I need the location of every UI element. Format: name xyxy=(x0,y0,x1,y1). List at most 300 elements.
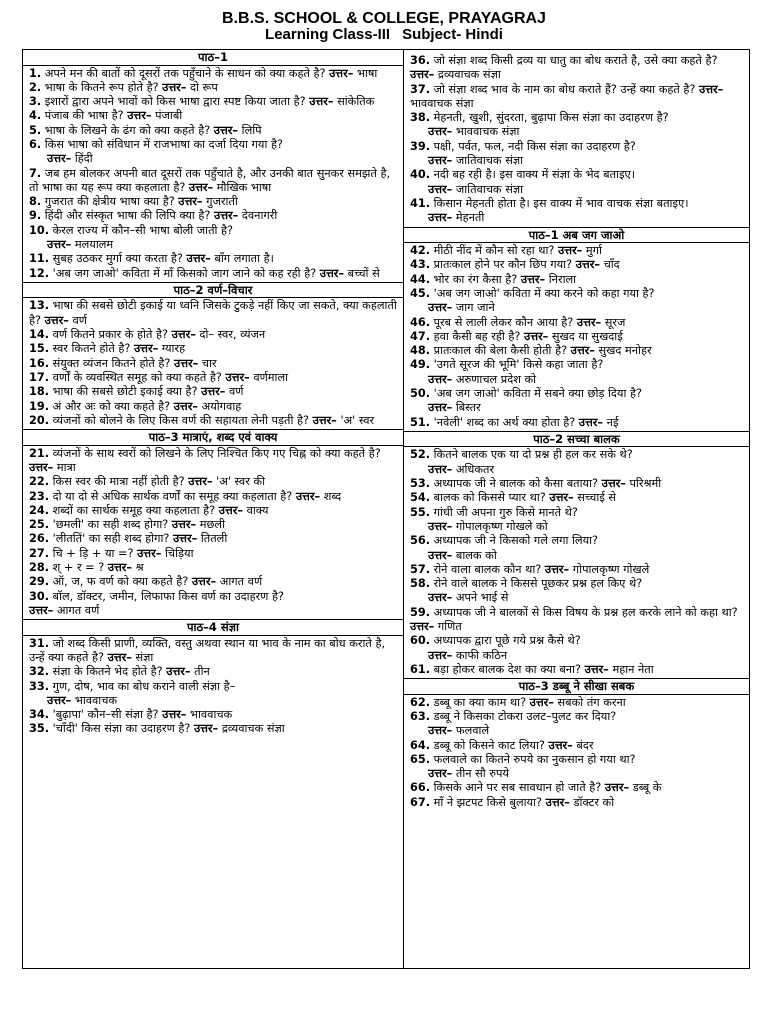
question-text: अध्यापक द्वारा पूछे गये प्रश्न कैसे थे? xyxy=(433,634,581,648)
answer-text: ग्यारह xyxy=(161,342,186,356)
question-item xyxy=(29,590,397,604)
answer-line xyxy=(29,604,397,618)
section-heading: पाठ–1 xyxy=(23,50,403,66)
question-number: 63. xyxy=(410,709,431,723)
question-item xyxy=(410,197,743,211)
answer-text: मात्रा xyxy=(56,460,76,474)
answer-label: उत्तर– xyxy=(428,724,453,738)
question-item xyxy=(29,224,397,238)
question-item xyxy=(29,95,397,109)
answer-text: गोपालकृष्ण गोखले को xyxy=(455,519,548,533)
question-item xyxy=(29,547,397,561)
question-text: चि + ड़ि + या =? xyxy=(52,546,134,560)
question-item xyxy=(410,781,743,795)
question-item xyxy=(29,561,397,575)
question-number: 18. xyxy=(29,385,50,399)
question-text: दो या दो से अधिक सार्थक वर्णों का समूह क्या कहलाता है? xyxy=(52,489,293,503)
question-item xyxy=(29,518,397,532)
answer-text: चार xyxy=(201,356,217,370)
question-number: 57. xyxy=(410,562,431,576)
answer-text: बच्चों से xyxy=(347,266,380,280)
question-text: 'अब जग जाओ' कविता में सबने क्या छोड़ दिया है? xyxy=(433,387,642,401)
question-number: 21. xyxy=(29,446,50,460)
answer-line xyxy=(29,152,397,166)
question-item xyxy=(410,244,743,258)
answer-label: उत्तर– xyxy=(188,475,213,489)
answer-label: उत्तर– xyxy=(428,154,453,168)
answer-label: उत्तर– xyxy=(214,209,239,223)
question-number: 62. xyxy=(410,695,431,709)
answer-text: सुखद या सुखदाई xyxy=(551,329,623,343)
question-number: 15. xyxy=(29,342,50,356)
question-item xyxy=(29,109,397,123)
question-text: हिंदी और संस्कृत भाषा की लिपि क्या है? xyxy=(44,209,211,223)
question-text: किस भाषा को संविधान में राजभाषा का दर्जा दिया गया है? xyxy=(44,137,283,151)
answer-label: उत्तर– xyxy=(47,693,72,707)
question-item xyxy=(410,534,743,548)
answer-text: दो रूप xyxy=(190,80,218,94)
answer-text: निराला xyxy=(548,272,577,286)
question-text: किस स्वर की मात्रा नहीं होती है? xyxy=(52,475,185,489)
question-number: 59. xyxy=(410,605,431,619)
question-number: 10. xyxy=(29,223,50,237)
question-number: 3. xyxy=(29,95,42,109)
answer-line xyxy=(410,68,743,82)
question-text: 'छमली' का सही शब्द होगा? xyxy=(52,518,169,532)
answer-line xyxy=(410,154,743,168)
answer-line xyxy=(410,549,743,563)
question-number: 19. xyxy=(29,399,50,413)
answer-text: गोपालकृष्ण गोखले xyxy=(572,562,650,576)
answer-text: बालक को xyxy=(455,548,497,562)
answer-label: उत्तर– xyxy=(186,252,211,266)
answer-label: उत्तर– xyxy=(193,722,219,736)
question-text: अपने मन की बातों को दूसरों तक पहुँचाने के साधन को क्या कहते है? xyxy=(44,66,326,80)
question-item xyxy=(29,722,397,736)
answer-line xyxy=(410,373,743,387)
question-item xyxy=(29,504,397,518)
question-text: जब हम बोलकर अपनी बात दूसरों तक पहुँचाते है, और उनकी बात सुनकर समझते है, तो भाषा का यह रूप क्या कहलाता है? xyxy=(29,166,391,194)
class-subject-line xyxy=(0,27,768,43)
answer-label: उत्तर– xyxy=(529,695,554,709)
question-number: 5. xyxy=(29,123,42,137)
question-item xyxy=(410,634,743,648)
question-text: डब्बू ने किसका टोकरा उलट–पुलट कर दिया? xyxy=(433,709,617,723)
answer-text: वाक्य xyxy=(246,503,269,517)
answer-label: उत्तर– xyxy=(162,708,187,722)
question-number: 40. xyxy=(410,168,431,182)
question-item xyxy=(410,448,743,462)
question-number: 31. xyxy=(29,636,50,650)
question-text: संज्ञा के कितने भेद होते है? xyxy=(52,665,163,679)
question-text: 'लीततिं' का सही शब्द होगा? xyxy=(52,532,170,546)
question-text: अं और अः को क्या कहते है? xyxy=(52,399,171,413)
answer-text: मछली xyxy=(199,518,225,532)
question-item xyxy=(410,83,743,112)
answer-text: सूरज xyxy=(604,315,626,329)
answer-text: बिस्तर xyxy=(455,401,481,415)
question-item xyxy=(29,475,397,489)
question-text: 'नवेली' शब्द का अर्थ क्या होता है? xyxy=(433,415,576,429)
question-number: 60. xyxy=(410,634,431,648)
answer-text: डॉक्टर को xyxy=(573,795,615,809)
question-item xyxy=(29,209,397,223)
left-column xyxy=(23,50,404,968)
answer-label: उत्तर– xyxy=(428,767,453,781)
question-item xyxy=(29,400,397,414)
question-number: 44. xyxy=(410,272,431,286)
answer-label: उत्तर– xyxy=(172,532,198,546)
question-item xyxy=(29,665,397,679)
answer-label: उत्तर– xyxy=(174,356,199,370)
question-text: प्रातःकाल होने पर कौन छिप गया? xyxy=(433,258,573,272)
question-item xyxy=(29,357,397,371)
answer-label: उत्तर– xyxy=(319,266,345,280)
question-item xyxy=(410,577,743,591)
question-item xyxy=(410,258,743,272)
answer-text: पंजाबी xyxy=(155,109,183,123)
question-text: जो शब्द किसी प्राणी, व्यक्ति, वस्तु अथवा स्थान या भाव के नाम का बोध कराते है, उन्हें क्या कहते है? xyxy=(29,636,386,664)
question-text: कितने बालक एक या दो प्रश्न ही हल कर सके थे? xyxy=(433,448,633,462)
question-text: हवा कैसी बह रही है? xyxy=(433,329,521,343)
question-text: डब्बू को किसने काट लिया? xyxy=(433,738,545,752)
answer-label: उत्तर– xyxy=(410,619,435,633)
answer-label: उत्तर– xyxy=(428,462,453,476)
question-number: 28. xyxy=(29,561,50,574)
answer-text: अपने भाई से xyxy=(455,591,509,605)
question-number: 30. xyxy=(29,589,50,603)
answer-label: उत्तर– xyxy=(544,562,570,576)
question-item xyxy=(410,753,743,767)
document-header xyxy=(0,10,768,43)
question-number: 55. xyxy=(410,505,431,519)
answer-line xyxy=(410,520,743,534)
answer-text: 'अ' स्वर xyxy=(340,413,375,427)
question-number: 14. xyxy=(29,328,50,342)
question-text: व्यंजनों के साथ स्वरों को लिखने के लिए निश्चित किए गए चिह्न को क्या कहते है? xyxy=(52,446,381,460)
question-number: 53. xyxy=(410,477,431,491)
answer-label: उत्तर– xyxy=(166,665,191,679)
answer-label: उत्तर– xyxy=(558,244,583,258)
question-number: 17. xyxy=(29,370,50,384)
question-text: रोने वाले बालक ने किससे पूछकर प्रश्न हल किए थे? xyxy=(433,577,643,591)
class-label: Learning Class-III xyxy=(265,26,391,43)
question-number: 46. xyxy=(410,315,431,329)
question-number: 52. xyxy=(410,448,431,462)
answer-text: दो– स्वर, व्यंजन xyxy=(199,328,266,342)
answer-label: उत्तर– xyxy=(137,546,162,560)
answer-text: फलवाले xyxy=(455,724,490,738)
question-number: 20. xyxy=(29,413,50,427)
section-heading: पाठ–2 सच्चा बालक xyxy=(404,431,749,448)
question-number: 1. xyxy=(29,66,42,80)
question-text: अध्यापक जी ने बालकों से किस विषय के प्रश्न हल करके लाने को कहा था? xyxy=(433,605,738,619)
question-item xyxy=(29,371,397,385)
section-heading: पाठ–1 अब जग जाओ xyxy=(404,227,749,244)
question-number: 66. xyxy=(410,781,431,795)
answer-text: द्रव्यवाचक संज्ञा xyxy=(221,722,285,736)
question-number: 2. xyxy=(29,80,42,94)
answer-label: उत्तर– xyxy=(428,372,453,386)
answer-line xyxy=(410,591,743,605)
question-item xyxy=(410,416,743,430)
question-item xyxy=(410,563,743,577)
answer-line xyxy=(29,694,397,708)
question-text: पक्षी, पर्वत, फल, नदी किस संज्ञा का उदाहरण है? xyxy=(433,139,636,153)
question-number: 34. xyxy=(29,708,50,722)
question-item xyxy=(410,168,743,182)
answer-text: परिश्रमी xyxy=(629,477,662,491)
answer-label: उत्तर– xyxy=(548,738,573,752)
answer-line xyxy=(410,301,743,315)
answer-label: उत्तर– xyxy=(428,125,453,139)
answer-line xyxy=(29,238,397,252)
question-text: बालक को किससे प्यार था? xyxy=(433,491,546,505)
answer-text: मलयालम xyxy=(74,238,114,252)
question-number: 6. xyxy=(29,137,42,151)
answer-label: उत्तर– xyxy=(191,575,217,589)
question-number: 9. xyxy=(29,209,42,223)
question-number: 54. xyxy=(410,491,431,505)
answer-text: तीन xyxy=(194,665,210,679)
section-heading: पाठ–3 मात्राएं, शब्द एवं वाक्य xyxy=(23,429,403,446)
answer-label: उत्तर– xyxy=(173,399,198,413)
answer-text: गणित xyxy=(437,619,462,633)
answer-label: उत्तर– xyxy=(44,313,69,327)
question-text: किसके आने पर सब सावधान हो जाते है? xyxy=(433,781,602,795)
answer-line xyxy=(410,463,743,477)
question-number: 26. xyxy=(29,532,50,546)
question-item xyxy=(29,532,397,546)
answer-label: उत्तर– xyxy=(604,781,630,795)
answer-label: उत्तर– xyxy=(47,238,72,252)
question-item xyxy=(410,273,743,287)
answer-text: सबको तंग करना xyxy=(557,695,626,709)
answer-label: उत्तर– xyxy=(218,503,243,517)
answer-text: संज्ञा xyxy=(135,650,154,664)
answer-text: अयोगवाह xyxy=(201,399,242,413)
question-item xyxy=(29,328,397,342)
answer-label: उत्तर– xyxy=(171,518,197,532)
answer-text: भाववाचक xyxy=(74,693,118,707)
section-heading: पाठ–3 डब्बू ने सीखा सबक xyxy=(404,678,749,695)
question-text: भोर का रंग कैसा है? xyxy=(433,272,518,286)
question-number: 50. xyxy=(410,387,431,401)
question-text: संयुक्त व्यंजन कितने होते है? xyxy=(52,356,171,370)
question-item xyxy=(29,167,397,196)
question-item xyxy=(410,111,743,125)
question-item xyxy=(29,252,397,266)
question-text: माँ ने झटपट किसे बुलाया? xyxy=(433,795,543,809)
question-number: 35. xyxy=(29,722,50,736)
question-item xyxy=(410,491,743,505)
question-number: 61. xyxy=(410,662,431,676)
question-item xyxy=(410,606,743,635)
question-item xyxy=(29,680,397,694)
answer-label: उत्तर– xyxy=(312,413,337,427)
question-text: 'अब जग जाओ' कविता में माँ किसको जाग जाने को कह रही है? xyxy=(52,266,317,280)
question-text: मेहनती, खुशी, सुंदरता, बुढ़ापा किस संज्ञा का उदाहरण है? xyxy=(433,111,669,125)
question-number: 39. xyxy=(410,139,431,153)
question-number: 47. xyxy=(410,329,431,343)
question-item xyxy=(410,330,743,344)
answer-text: जातिवाचक संज्ञा xyxy=(455,154,524,168)
question-text: सुबह उठकर मुर्गा क्या करता है? xyxy=(52,252,183,266)
answer-label: उत्तर– xyxy=(428,519,453,533)
answer-label: उत्तर– xyxy=(570,344,595,358)
question-item xyxy=(29,575,397,589)
question-number: 13. xyxy=(29,299,50,313)
question-text: किसान मेहनती होता है। इस वाक्य में भाव वाचक संज्ञा बताइए। xyxy=(433,196,689,210)
question-number: 4. xyxy=(29,109,42,123)
question-number: 56. xyxy=(410,534,431,548)
question-number: 43. xyxy=(410,258,431,272)
question-item xyxy=(410,710,743,724)
answer-text: वर्ण xyxy=(228,385,244,399)
answer-label: उत्तर– xyxy=(162,80,187,94)
answer-text: तितली xyxy=(200,532,228,546)
answer-text: देवनागरी xyxy=(241,209,278,223)
question-item xyxy=(410,140,743,154)
question-item xyxy=(410,358,743,372)
question-number: 51. xyxy=(410,415,431,429)
question-number: 16. xyxy=(29,356,50,370)
question-item xyxy=(410,796,743,810)
question-item xyxy=(29,447,397,476)
answer-text: भाववाचक संज्ञा xyxy=(455,125,520,139)
answer-label: उत्तर– xyxy=(47,152,72,166)
question-text: गुजरात की क्षेत्रीय भाषा क्या है? xyxy=(44,195,175,209)
answer-text: नई xyxy=(606,415,619,429)
question-text: बॉल, डॉक्टर, जमीन, लिफाफा किस वर्ण का उदाहरण है? xyxy=(52,589,284,603)
question-text: शब्दों का सार्थक समूह क्या कहलाता है? xyxy=(52,503,216,517)
answer-label: उत्तर– xyxy=(601,477,626,491)
answer-text: द्रव्यवाचक संज्ञा xyxy=(437,68,501,82)
answer-label: उत्तर– xyxy=(410,68,435,82)
question-number: 49. xyxy=(410,358,431,372)
question-item xyxy=(29,414,397,428)
question-text: प्रातःकाल की बेला कैसी होती है? xyxy=(433,344,568,358)
question-item xyxy=(410,663,743,677)
answer-line xyxy=(410,401,743,415)
answer-label: उत्तर– xyxy=(127,109,152,123)
answer-label: उत्तर– xyxy=(428,648,453,662)
question-number: 42. xyxy=(410,244,431,258)
question-number: 64. xyxy=(410,738,431,752)
question-text: बड़ा होकर बालक देश का क्या बना? xyxy=(433,662,581,676)
answer-label: उत्तर– xyxy=(133,342,159,356)
question-sheet xyxy=(22,49,750,969)
question-text: जो संज्ञा शब्द किसी द्रव्य या धातु का बोध कराते है, उसे क्या कहते है? xyxy=(433,54,718,67)
answer-text: श्र xyxy=(135,561,144,574)
question-text: नदी बह रही है। इस वाक्य में संज्ञा के भेद बताइए। xyxy=(433,168,636,182)
question-text: भाषा के कितने रूप होते है? xyxy=(44,80,159,94)
question-text: पंजाब की भाषा है? xyxy=(44,109,124,123)
section-heading: पाठ–4 संज्ञा xyxy=(23,619,403,636)
question-text: पूरब से लाली लेकर कौन आया है? xyxy=(433,315,574,329)
answer-label: उत्तर– xyxy=(428,591,453,605)
right-column xyxy=(404,50,749,968)
answer-label: उत्तर– xyxy=(549,491,574,505)
answer-text: आगत वर्ण xyxy=(56,603,100,617)
question-text: गुण, दोष, भाव का बोध कराने वाली संज्ञा है– xyxy=(52,679,236,693)
answer-label: उत्तर– xyxy=(213,123,239,137)
question-item xyxy=(410,477,743,491)
answer-text: मेहनती xyxy=(455,211,485,225)
answer-text: भाषा xyxy=(356,66,378,80)
answer-text: भाववाचक xyxy=(190,708,233,722)
answer-text: काफी कठिन xyxy=(455,648,508,662)
question-text: स्वर कितने होते है? xyxy=(52,342,131,356)
answer-text: डब्बू के xyxy=(632,781,662,795)
question-text: व्यंजनों को बोलने के लिए किस वर्ण की सहायता लेनी पड़ती है? xyxy=(52,413,309,427)
question-text: भाषा की सबसे छोटी इकाई या ध्वनि जिसके टुकड़े नहीं किए जा सकते, क्या कहलाती है? xyxy=(29,299,397,327)
answer-text: मौखिक भाषा xyxy=(216,180,272,194)
answer-text: हिंदी xyxy=(74,152,93,166)
question-item xyxy=(410,54,743,68)
question-text: वर्ण कितने प्रकार के होते है? xyxy=(52,328,169,342)
answer-label: उत्तर– xyxy=(225,370,250,384)
answer-line xyxy=(410,724,743,738)
answer-line xyxy=(410,767,743,781)
answer-label: उत्तर– xyxy=(575,258,600,272)
answer-label: उत्तर– xyxy=(329,66,354,80)
question-number: 48. xyxy=(410,344,431,358)
question-item xyxy=(29,267,397,281)
question-text: 'अब जग जाओ' कविता में क्या करने को कहा गया है? xyxy=(433,286,655,300)
question-text: रोने वाला बालक कौन था? xyxy=(433,562,542,576)
question-item xyxy=(29,342,397,356)
question-number: 32. xyxy=(29,665,50,679)
question-item xyxy=(410,344,743,358)
question-number: 36. xyxy=(410,54,431,67)
answer-label: उत्तर– xyxy=(545,795,570,809)
question-text: भाषा के लिखने के ढंग को क्या कहते है? xyxy=(44,123,211,137)
question-item xyxy=(410,506,743,520)
question-text: जो संज्ञा शब्द भाव के नाम का बोध कराते हैं? उन्हें क्या कहते है? xyxy=(433,82,696,96)
answer-text: मुर्गा xyxy=(585,244,602,258)
question-text: गांधी जी अपना गुरु किसे मानते थे? xyxy=(433,505,578,519)
question-number: 33. xyxy=(29,679,50,693)
question-text: 'बुढ़ापा' कौन–सी संज्ञा है? xyxy=(52,708,159,722)
answer-label: उत्तर– xyxy=(107,650,132,664)
question-text: अध्यापक जी ने बालक को कैसा बताया? xyxy=(433,477,599,491)
answer-text: बंदर xyxy=(576,738,594,752)
answer-text: सच्चाई से xyxy=(577,491,617,505)
question-number: 25. xyxy=(29,518,50,532)
answer-text: अधिकतर xyxy=(455,462,495,476)
answer-label: उत्तर– xyxy=(524,329,549,343)
answer-text: महान नेता xyxy=(612,662,654,676)
question-number: 37. xyxy=(410,82,431,96)
answer-text: लिपि xyxy=(241,123,262,137)
question-number: 7. xyxy=(29,166,42,180)
question-item xyxy=(29,637,397,666)
question-number: 58. xyxy=(410,577,431,591)
question-number: 27. xyxy=(29,546,50,560)
answer-text: तीन सौ रुपये xyxy=(455,767,509,781)
question-item xyxy=(29,299,397,328)
answer-text: चाँद xyxy=(603,258,620,272)
question-text: ऑ, ज, फ वर्ण को क्या कहते है? xyxy=(52,575,189,589)
answer-label: उत्तर– xyxy=(576,315,602,329)
subject-label: Subject- Hindi xyxy=(402,26,503,43)
question-item xyxy=(410,316,743,330)
answer-text: भाववाचक संज्ञा xyxy=(410,96,474,110)
question-item xyxy=(29,138,397,152)
answer-text: शब्द xyxy=(323,489,342,503)
question-text: डब्बू का क्या काम था? xyxy=(433,695,527,709)
